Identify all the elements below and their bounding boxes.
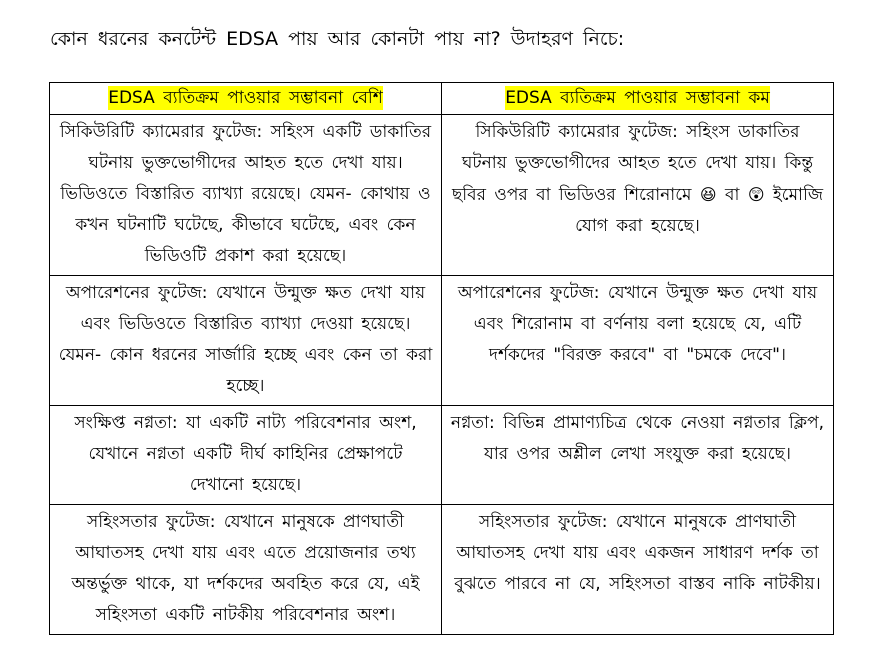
cell-less-likely: নগ্নতা: বিভিন্ন প্রামাণ্যচিত্র থেকে নেওয়া নগ্নতার ক্লিপ, যার ওপর অশ্লীল লেখা সংযুক্ত করা হয়েছে। — [442, 406, 834, 505]
page-heading: কোন ধরনের কনটেন্ট EDSA পায় আর কোনটা পায় না? উদাহরণ নিচে: — [50, 28, 625, 50]
header-less-likely — [442, 83, 834, 115]
table-row-violence — [50, 505, 834, 635]
cell-more-likely: সিকিউরিটি ক্যামেরার ফুটেজ: সহিংস একটি ডাকাতির ঘটনায় ভুক্তভোগীদের আহত হতে দেখা যায়। ভিডিওতে বিস্তারিত ব্যাখ্যা রয়েছে। যেমন- কোথায় ও কখন ঘটনাটি ঘটেছে, কীভাবে ঘটেছে, এবং কেন ভিডিওটি প্রকাশ করা হয়েছে। — [50, 115, 442, 276]
cell-more-likely: সংক্ষিপ্ত নগ্নতা: যা একটি নাট্য পরিবেশনার অংশ, যেখানে নগ্নতা একটি দীর্ঘ কাহিনির প্রেক্ষাপটে দেখানো হয়েছে। — [50, 406, 442, 505]
cell-less-likely: অপারেশনের ফুটেজ: যেখানে উন্মুক্ত ক্ষত দেখা যায় এবং শিরোনাম বা বর্ণনায় বলা হয়েছে যে, এটি দর্শকদের "বিরক্ত করবে" বা "চমকে দেবে"। — [442, 276, 834, 406]
cell-text: বা — [725, 185, 740, 205]
comparison-table — [49, 82, 834, 635]
cell-less-likely: সহিংসতার ফুটেজ: যেখানে মানুষকে প্রাণঘাতী আঘাতসহ দেখা যায় এবং একজন সাধারণ দর্শক তা বুঝতে পারবে না যে, সহিংসতা বাস্তব নাকি নাটকীয়। — [442, 505, 834, 635]
laughing-emoji-icon: 😆 — [699, 185, 717, 204]
header-more-likely — [50, 83, 442, 115]
table-header-row — [50, 83, 834, 115]
cell-text: ইমোজি যোগ করা হয়েছে। — [575, 185, 824, 236]
astonished-emoji-icon: 😲 — [747, 185, 765, 204]
cell-less-likely — [442, 115, 834, 276]
cell-more-likely: সহিংসতার ফুটেজ: যেখানে মানুষকে প্রাণঘাতী আঘাতসহ দেখা যায় এবং এতে প্রয়োজনার তথ্য অন্তর্ভুক্ত থাকে, যা দর্শকদের অবহিত করে যে, এই সহিংসতা একটি নাটকীয় পরিবেশনার অংশ। — [50, 505, 442, 635]
cell-text: সিকিউরিটি ক্যামেরার ফুটেজ: সহিংস ডাকাতির ঘটনায় ভুক্তভোগীদের আহত হতে দেখা যায়। কিন্তু ছবির ওপর বা ভিডিওর শিরোনামে — [451, 122, 814, 205]
header-more-likely-label: EDSA ব্যতিক্রম পাওয়ার সম্ভাবনা বেশি — [108, 88, 383, 108]
cell-more-likely: অপারেশনের ফুটেজ: যেখানে উন্মুক্ত ক্ষত দেখা যায় এবং ভিডিওতে বিস্তারিত ব্যাখ্যা দেওয়া হয়েছে। যেমন- কোন ধরনের সার্জারি হচ্ছে এবং কেন তা করা হচ্ছে। — [50, 276, 442, 406]
table-row-nudity — [50, 406, 834, 505]
table-row-surgery — [50, 276, 834, 406]
table-row-security-camera — [50, 115, 834, 276]
header-less-likely-label: EDSA ব্যতিক্রম পাওয়ার সম্ভাবনা কম — [505, 88, 770, 108]
